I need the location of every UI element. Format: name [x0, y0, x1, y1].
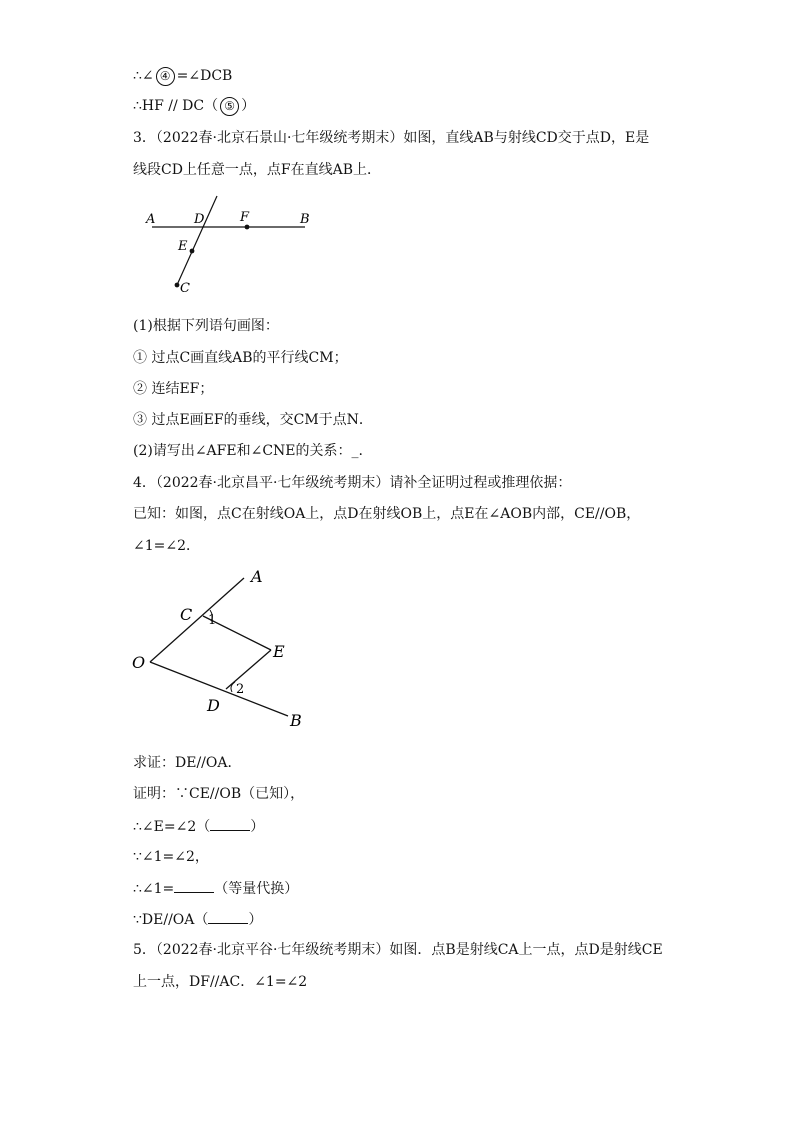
proof5-text: ∵DE//OA（	[133, 912, 209, 928]
proof2-text: ∴∠E=∠2（	[133, 819, 211, 835]
step-suffix: =∠DCB	[176, 68, 233, 84]
q4-prove: 求证：DE//OA．	[133, 755, 242, 771]
q3-item3: ③ 过点E画EF的垂线，交CM于点N．	[133, 412, 373, 428]
q3-text-line1: 3．（2022春·北京石景山·七年级统考期末）如图，直线AB与射线CD交于点D，E是	[133, 130, 650, 146]
label-o: O	[132, 653, 146, 672]
proof2-close: ）	[250, 819, 265, 835]
q4-text-line2: 已知：如图，点C在射线OA上，点D在射线OB上，点E在∠AOB内部，CE//OB，	[133, 506, 641, 522]
point-f	[245, 225, 250, 230]
label-c: C	[180, 281, 190, 296]
label-angle-2: 2	[236, 682, 245, 697]
ray-oa	[150, 578, 244, 662]
label-d: D	[194, 212, 205, 227]
label-b: B	[300, 212, 310, 227]
segment-ed	[226, 650, 271, 689]
label-a: A	[251, 567, 263, 586]
q4-proof3: ∵∠1=∠2，	[133, 849, 209, 865]
q5-text-line2: 上一点，DF//AC．∠1=∠2	[133, 974, 308, 990]
point-c	[175, 283, 180, 288]
q3-item1: ① 过点C画直线AB的平行线CM；	[133, 350, 348, 366]
q4-text-line3: ∠1=∠2．	[133, 538, 201, 554]
label-a: A	[146, 212, 156, 227]
q5-text-line1: 5．（2022春·北京平谷·七年级统考期末）如图．点B是射线CA上一点，点D是射线CE	[133, 942, 663, 958]
q3-sub2: (2)请写出∠AFE和∠CNE的关系：_.	[133, 443, 363, 459]
step-suffix: ）	[241, 98, 256, 114]
label-angle-1: 1	[208, 613, 217, 628]
q3-sub1: (1)根据下列语句画图：	[133, 318, 279, 334]
q3-item2: ② 连结EF；	[133, 381, 214, 397]
answer-blank[interactable]	[210, 816, 250, 831]
step-line-4	[133, 66, 232, 86]
q3-text-line2: 线段CD上任意一点，点F在直线AB上．	[133, 162, 382, 178]
step-prefix: ∴∠	[133, 68, 154, 84]
label-c: C	[180, 605, 193, 624]
label-b: B	[290, 711, 302, 730]
q4-proof4	[133, 878, 298, 899]
label-f: F	[240, 210, 250, 225]
q4-proof1: 证明：∵CE//OB（已知），	[133, 786, 305, 802]
blank-circle-5: ⑤	[220, 97, 239, 116]
proof4-text: ∴∠1=	[133, 881, 175, 897]
blank-circle-4: ④	[156, 67, 175, 86]
q4-proof2	[133, 816, 264, 837]
proof5-close: ）	[248, 912, 263, 928]
q4-text-line1: 4．（2022春·北京昌平·七年级统考期末）请补全证明过程或推理依据：	[133, 475, 572, 491]
label-e: E	[273, 642, 285, 661]
q4-proof5	[133, 909, 262, 930]
answer-blank[interactable]	[208, 909, 248, 924]
label-e: E	[178, 239, 188, 254]
step-line-5	[133, 96, 255, 116]
q3-figure	[140, 190, 320, 300]
point-e	[190, 249, 195, 254]
proof4-reason: （等量代换）	[214, 881, 299, 897]
label-d: D	[207, 696, 220, 715]
q4-figure	[126, 566, 316, 736]
answer-blank[interactable]	[174, 878, 214, 893]
step-prefix: ∴HF // DC（	[133, 98, 219, 114]
